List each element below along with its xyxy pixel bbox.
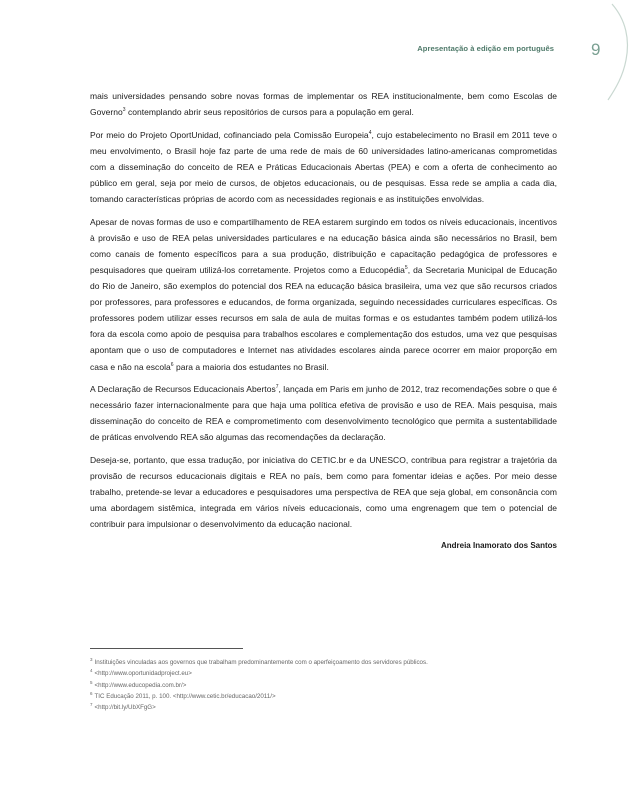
author-signature: Andreia Inamorato dos Santos bbox=[440, 541, 557, 551]
footnote-divider bbox=[90, 648, 243, 649]
footnote-link[interactable]: <http://www.educopedia.com.br/> bbox=[94, 681, 187, 689]
footnote-link[interactable]: TIC Educação 2011, p. 100. <http://www.cetic.br/educacao/2011/> bbox=[94, 692, 276, 700]
footnote-ref-3[interactable]: 3 bbox=[122, 107, 126, 114]
paragraph-2: Por meio do Projeto OportUnidad, cofinanciado pela Comissão Europeia$^4$, cujo estabelecimento no Brasil em 2011 teve o meu envolvimento, o Brasil hoje faz parte de uma rede de mais de 60 universidades latino-americanas comprometidas com a disseminação do conceito de REA e Práticas Educacionais Abertas (PEA) e com a oferta de conhecimento ao público em geral, seja por meio de cursos, de objetos educacionais, ou de pesquisas. Essa rede se amplia a cada dia, tomando características próprias de acordo com as necessidades regionais e as instituições envolvidas. bbox=[90, 129, 557, 205]
footnote-link[interactable]: <http://bit.ly/UbXFgG> bbox=[94, 704, 156, 712]
footnote-6[interactable]: $^6$ TIC Educação 2011, p. 100. <http://www.cetic.br/educacao/2011/> bbox=[90, 690, 276, 700]
main-text bbox=[90, 88, 557, 550]
paragraph-3: Apesar de novas formas de uso e compartilhamento de REA estarem surgindo em todos os níveis educacionais, incentivos à provisão e uso de REA pelas universidades particulares e na educação básica ainda são necessários no Brasil, bem como canais de fomento específicos para a sua produção, distribuição e capacitação pedagógica de professores e pesquisadores que queiram utilizá-los corretamente. Projetos como a Educopédia$^5$, da Secretaria Municipal de Educação do Rio de Janeiro, são exemplos do potencial dos REA na educação básica brasileira, uma vez que são recursos criados por professores, para professores e educandos, de forma organizada, seguindo necessidades curriculares específicas. Os professores podem utilizar esses recursos em sala de aula de muitas formas e os estudantes também podem utilizá-los fora da escola como apoio de pesquisa para trabalhos escolares e complementação dos estudos, uma vez que pesquisas apontam que o uso de computadores e Internet nas atividades escolares ainda parece ocorrer em maior proporção em casa e não na escola$^6$ para a maioria dos estudantes no Brasil. bbox=[90, 216, 557, 372]
page-corner-arc-icon bbox=[566, 0, 638, 110]
paragraph-1: mais universidades pensando sobre novas formas de implementar os REA institucionalmente, bem como Escolas de Governo$^3$ contemplando abrir seus repositórios de cursos para a população em geral. bbox=[90, 91, 557, 118]
footnote-ref-6[interactable]: 6 bbox=[170, 361, 174, 368]
footnote-5[interactable]: $^5$ <http://www.educopedia.com.br/> bbox=[90, 679, 187, 689]
page-number: 9 bbox=[591, 40, 601, 59]
footnote-4[interactable]: $^4$ <http://www.oportunidadproject.eu> bbox=[90, 668, 192, 678]
running-header-title: Apresentação à edição em português bbox=[417, 44, 554, 53]
paragraph-5: Deseja-se, portanto, que essa tradução, por iniciativa do CETIC.br e da UNESCO, contribua para registrar a trajetória da provisão de recursos educacionais digitais e REA no país, bem como para fomentar ideias e ações. Por meio desse trabalho, pretende-se levar a educadores e pesquisadores uma perspectiva de REA que seja global, em consonância com uma abordagem sistêmica, integrada em vários níveis educacionais, como uma engrenagem que tem o potencial de contribuir para impulsionar o desenvolvimento da educação nacional. bbox=[90, 454, 557, 530]
footnote-ref-5[interactable]: 5 bbox=[404, 264, 408, 271]
footnotes bbox=[90, 657, 560, 713]
footnote-ref-4[interactable]: 4 bbox=[368, 129, 372, 136]
footnote-ref-7[interactable]: 7 bbox=[275, 384, 279, 391]
paragraph-4: A Declaração de Recursos Educacionais Abertos$^7$, lançada em Paris em junho de 2012, traz recomendações sobre o que é necessário fazer internacionalmente para que haja uma política efetiva de provisão e uso de REA. Mais pesquisa, mais disseminação do conceito de REA e comprometimento com desenvolvimento tecnológico que permita a sustentabilidade de práticas envolvendo REA são algumas das recomendações da declaração. bbox=[90, 384, 557, 443]
footnote-link[interactable]: <http://www.oportunidadproject.eu> bbox=[94, 670, 192, 678]
footnote-7[interactable]: $^7$ <http://bit.ly/UbXFgG> bbox=[90, 702, 156, 712]
footnote-3: $^3$ Instituições vinculadas aos governos que trabalham predominantemente com o aperfeiçoamento dos servidores públicos. bbox=[90, 657, 428, 666]
